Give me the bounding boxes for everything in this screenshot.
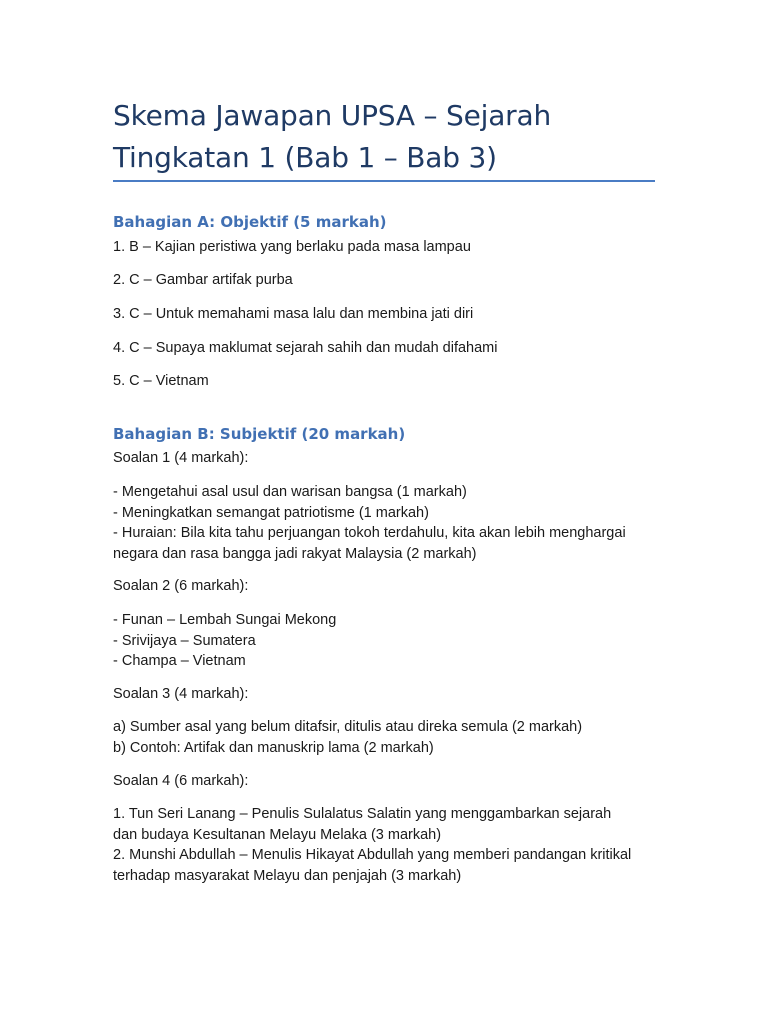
title-line-2: Tingkatan 1 (Bab 1 – Bab 3) xyxy=(113,141,497,174)
question-answer xyxy=(113,610,655,672)
answer-line: terhadap masyarakat Melayu dan penjajah (3 markah) xyxy=(113,867,462,884)
section-a-heading: Bahagian A: Objektif (5 markah) xyxy=(113,213,387,231)
answer-line: a) Sumber asal yang belum ditafsir, ditulis atau direka semula (2 markah) xyxy=(113,719,583,735)
title-line-1: Skema Jawapan UPSA – Sejarah xyxy=(113,99,551,132)
answer-line: dan budaya Kesultanan Melayu Melaka (3 markah) xyxy=(113,826,442,843)
answer-line: - Huraian: Bila kita tahu perjuangan tokoh terdahulu, kita akan lebih menghargai xyxy=(113,525,626,541)
answer-line: 1. Tun Seri Lanang – Penulis Sulalatus Salatin yang menggambarkan sejarah xyxy=(113,806,612,822)
answer-item: 4. C – Supaya maklumat sejarah sahih dan mudah difahami xyxy=(113,340,498,356)
question-label: Soalan 4 (6 markah): xyxy=(113,773,249,789)
question-answer xyxy=(113,804,655,886)
answer-item: 1. B – Kajian peristiwa yang berlaku pada masa lampau xyxy=(113,239,471,255)
answer-line: 2. Munshi Abdullah – Menulis Hikayat Abdullah yang memberi pandangan kritikal xyxy=(113,847,632,863)
title-underline xyxy=(113,180,655,182)
question-label: Soalan 1 (4 markah): xyxy=(113,450,249,466)
question-label: Soalan 2 (6 markah): xyxy=(113,578,249,594)
question-label: Soalan 3 (4 markah): xyxy=(113,686,249,702)
answer-item: 2. C – Gambar artifak purba xyxy=(113,272,293,288)
document-title xyxy=(113,95,655,179)
answer-item: 3. C – Untuk memahami masa lalu dan membina jati diri xyxy=(113,306,474,322)
section-b-heading: Bahagian B: Subjektif (20 markah) xyxy=(113,425,406,443)
question-answer xyxy=(113,482,655,564)
answer-line: - Mengetahui asal usul dan warisan bangsa (1 markah) xyxy=(113,484,467,500)
answer-item: 5. C – Vietnam xyxy=(113,373,209,389)
answer-line: - Funan – Lembah Sungai Mekong xyxy=(113,612,337,628)
answer-line: b) Contoh: Artifak dan manuskrip lama (2 markah) xyxy=(113,739,434,756)
answer-line: - Champa – Vietnam xyxy=(113,653,246,669)
answer-line: - Srivijaya – Sumatera xyxy=(113,632,256,649)
question-answer xyxy=(113,717,655,758)
answer-line: - Meningkatkan semangat patriotisme (1 markah) xyxy=(113,504,429,521)
answer-line: negara dan rasa bangga jadi rakyat Malaysia (2 markah) xyxy=(113,545,477,562)
